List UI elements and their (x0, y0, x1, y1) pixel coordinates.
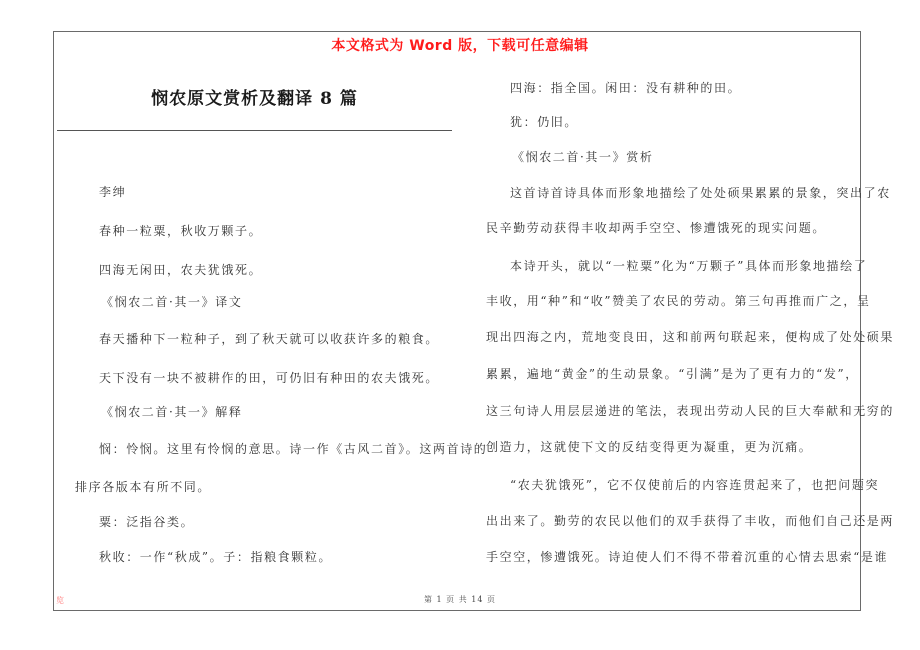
appreciation-paragraph: 本诗开头，就以“一粒粟”化为“万颗子”具体而形象地描绘了 (510, 259, 868, 273)
note-paragraph: 秋收：一作“秋成”。子：指粮食颗粒。 (99, 550, 333, 564)
poem-line: 春种一粒粟，秋收万颗子。 (99, 224, 263, 238)
note-paragraph: 四海：指全国。闲田：没有耕种的田。 (510, 81, 742, 95)
section-heading-appreciation: 《悯农二首·其一》赏析 (512, 150, 654, 164)
appreciation-paragraph-continued: 现出四海之内，荒地变良田，这和前两句联起来，便构成了处处硕果 (486, 330, 895, 344)
appreciation-paragraph-continued: 手空空，惨遭饿死。诗迫使人们不得不带着沉重的心情去思索“是谁 (486, 550, 889, 564)
appreciation-paragraph-continued: 出出来了。勤劳的农民以他们的双手获得了丰收，而他们自己还是两 (486, 514, 895, 528)
title-divider (57, 130, 452, 131)
appreciation-paragraph-continued: 创造力，这就使下文的反结变得更为凝重，更为沉痛。 (486, 440, 813, 454)
appreciation-paragraph-continued: 累累，遍地“黄金”的生动景象。“引满”是为了更有力的“发”， (486, 367, 859, 381)
page-number: 第 1 页 共 14 页 (424, 595, 496, 604)
appreciation-paragraph-continued: 民辛勤劳动获得丰收却两手空空、惨遭饿死的现实问题。 (486, 221, 827, 235)
appreciation-paragraph-continued: 丰收，用“种”和“收”赞美了农民的劳动。第三句再推而广之，呈 (486, 294, 871, 308)
note-paragraph: 犹：仍旧。 (510, 115, 579, 129)
poem-line: 四海无闲田，农夫犹饿死。 (99, 263, 263, 277)
section-heading-notes: 《悯农二首·其一》解释 (101, 405, 243, 419)
note-paragraph: 悯：怜悯。这里有怜悯的意思。诗一作《古风二首》。这两首诗的 (99, 442, 488, 456)
section-heading-translation: 《悯农二首·其一》译文 (101, 295, 243, 309)
appreciation-paragraph: 这首诗首诗具体而形象地描绘了处处硕果累累的景象，突出了农 (510, 186, 891, 200)
translation-line: 春天播种下一粒种子，到了秋天就可以收获许多的粮食。 (99, 332, 440, 346)
note-paragraph-continued: 排序各版本有所不同。 (75, 480, 212, 494)
document-title: 悯农原文赏析及翻译 8 篇 (151, 89, 358, 109)
author-line: 李绅 (99, 185, 127, 199)
footer-mark: 览 (56, 596, 64, 605)
appreciation-paragraph: “农夫犹饿死”，它不仅使前后的内容连贯起来了，也把问题突 (510, 478, 880, 492)
editable-format-banner: 本文格式为 Word 版，下载可任意编辑 (331, 38, 589, 54)
note-paragraph: 粟：泛指谷类。 (99, 515, 195, 529)
translation-line: 天下没有一块不被耕作的田，可仍旧有种田的农夫饿死。 (99, 371, 440, 385)
appreciation-paragraph-continued: 这三句诗人用层层递进的笔法，表现出劳动人民的巨大奉献和无穷的 (486, 404, 895, 418)
